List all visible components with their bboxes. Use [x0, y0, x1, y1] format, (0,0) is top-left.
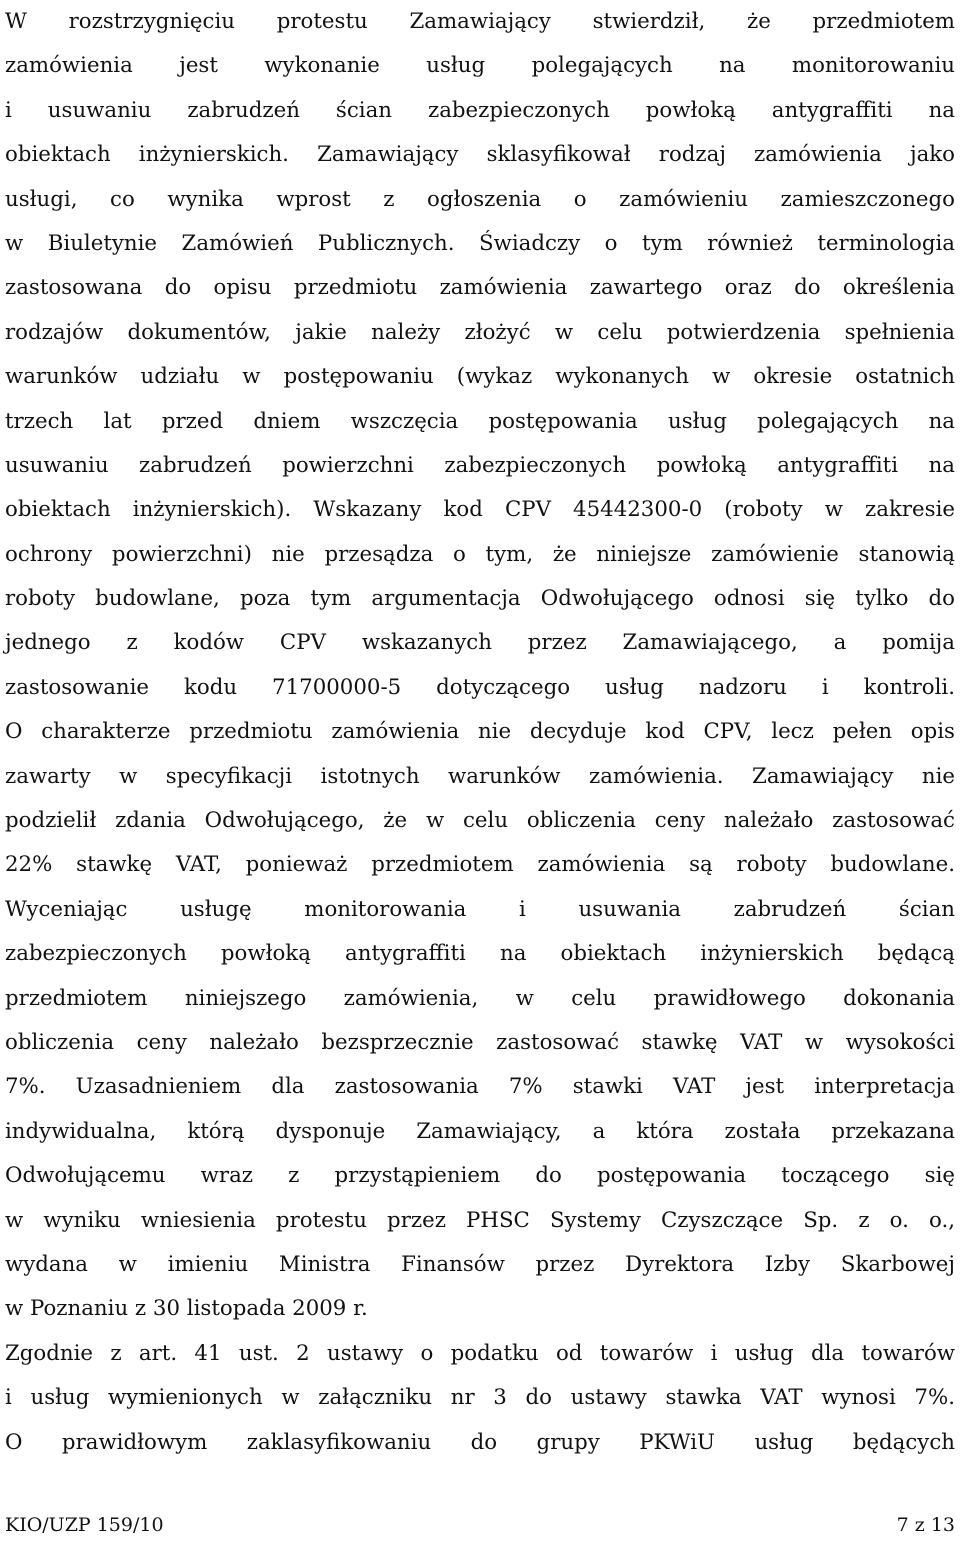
text-line: zabezpieczonych powłoką antygraffiti na obiektach inżynierskich będącą — [5, 941, 955, 967]
text-line: indywidualna, którą dysponuje Zamawiający, a która została przekazana — [5, 1118, 955, 1144]
text-line: ochrony powierzchni) nie przesądza o tym, że niniejsze zamówienie stanowią — [5, 541, 955, 567]
text-line: warunków udziału w postępowaniu (wykaz wykonanych w okresie ostatnich — [5, 364, 955, 390]
page-footer — [5, 1512, 955, 1538]
text-line: i usług wymienionych w załączniku nr 3 do ustawy stawka VAT wynosi 7%. — [5, 1385, 955, 1411]
text-line: jednego z kodów CPV wskazanych przez Zamawiającego, a pomija — [5, 630, 955, 656]
text-line: Odwołującemu wraz z przystąpieniem do postępowania toczącego się — [5, 1163, 955, 1189]
text-line: Zgodnie z art. 41 ust. 2 ustawy o podatku od towarów i usług dla towarów — [5, 1340, 955, 1366]
text-line: trzech lat przed dniem wszczęcia postępowania usług polegających na — [5, 408, 955, 434]
document-body — [5, 0, 955, 1465]
text-line: w Biuletynie Zamówień Publicznych. Świadczy o tym również terminologia — [5, 230, 955, 256]
text-line: wydana w imieniu Ministra Finansów przez Dyrektora Izby Skarbowej — [5, 1251, 955, 1277]
text-line: zawarty w specyfikacji istotnych warunków zamówienia. Zamawiający nie — [5, 763, 955, 789]
text-line: przedmiotem niniejszego zamówienia, w celu prawidłowego dokonania — [5, 985, 955, 1011]
text-line: Wyceniając usługę monitorowania i usuwania zabrudzeń ścian — [5, 896, 955, 922]
text-line: zastosowanie kodu 71700000-5 dotyczącego usług nadzoru i kontroli. — [5, 674, 955, 700]
case-reference: KIO/UZP 159/10 — [5, 1514, 164, 1536]
text-line: 22% stawkę VAT, ponieważ przedmiotem zamówienia są roboty budowlane. — [5, 852, 955, 878]
text-line: rodzajów dokumentów, jakie należy złożyć w celu potwierdzenia spełnienia — [5, 319, 955, 345]
text-line: podzielił zdania Odwołującego, że w celu obliczenia ceny należało zastosować — [5, 808, 955, 834]
text-line: obliczenia ceny należało bezsprzecznie zastosować stawkę VAT w wysokości — [5, 1029, 955, 1055]
text-line: W rozstrzygnięciu protestu Zamawiający stwierdził, że przedmiotem — [5, 9, 955, 34]
text-line: roboty budowlane, poza tym argumentacja Odwołującego odnosi się tylko do — [5, 586, 955, 612]
text-line: i usuwaniu zabrudzeń ścian zabezpieczonych powłoką antygraffiti na — [5, 97, 955, 123]
text-line: zastosowana do opisu przedmiotu zamówienia zawartego oraz do określenia — [5, 275, 955, 301]
page-number: 7 z 13 — [896, 1514, 955, 1536]
text-line: w wyniku wniesienia protestu przez PHSC Systemy Czyszczące Sp. z o. o., — [5, 1207, 955, 1233]
text-line: zamówienia jest wykonanie usług polegających na monitorowaniu — [5, 53, 955, 79]
text-line: 7%. Uzasadnieniem dla zastosowania 7% stawki VAT jest interpretacja — [5, 1074, 955, 1100]
text-line: usuwaniu zabrudzeń powierzchni zabezpieczonych powłoką antygraffiti na — [5, 452, 955, 478]
text-line: usługi, co wynika wprost z ogłoszenia o zamówieniu zamieszczonego — [5, 186, 955, 212]
text-line: O charakterze przedmiotu zamówienia nie decyduje kod CPV, lecz pełen opis — [5, 719, 955, 745]
text-line: obiektach inżynierskich. Zamawiający sklasyfikował rodzaj zamówienia jako — [5, 142, 955, 168]
text-line: O prawidłowym zaklasyfikowaniu do grupy PKWiU usług będących — [5, 1429, 955, 1455]
text-line: w Poznaniu z 30 listopada 2009 r. — [5, 1296, 368, 1322]
text-line: obiektach inżynierskich). Wskazany kod CPV 45442300-0 (roboty w zakresie — [5, 497, 955, 523]
